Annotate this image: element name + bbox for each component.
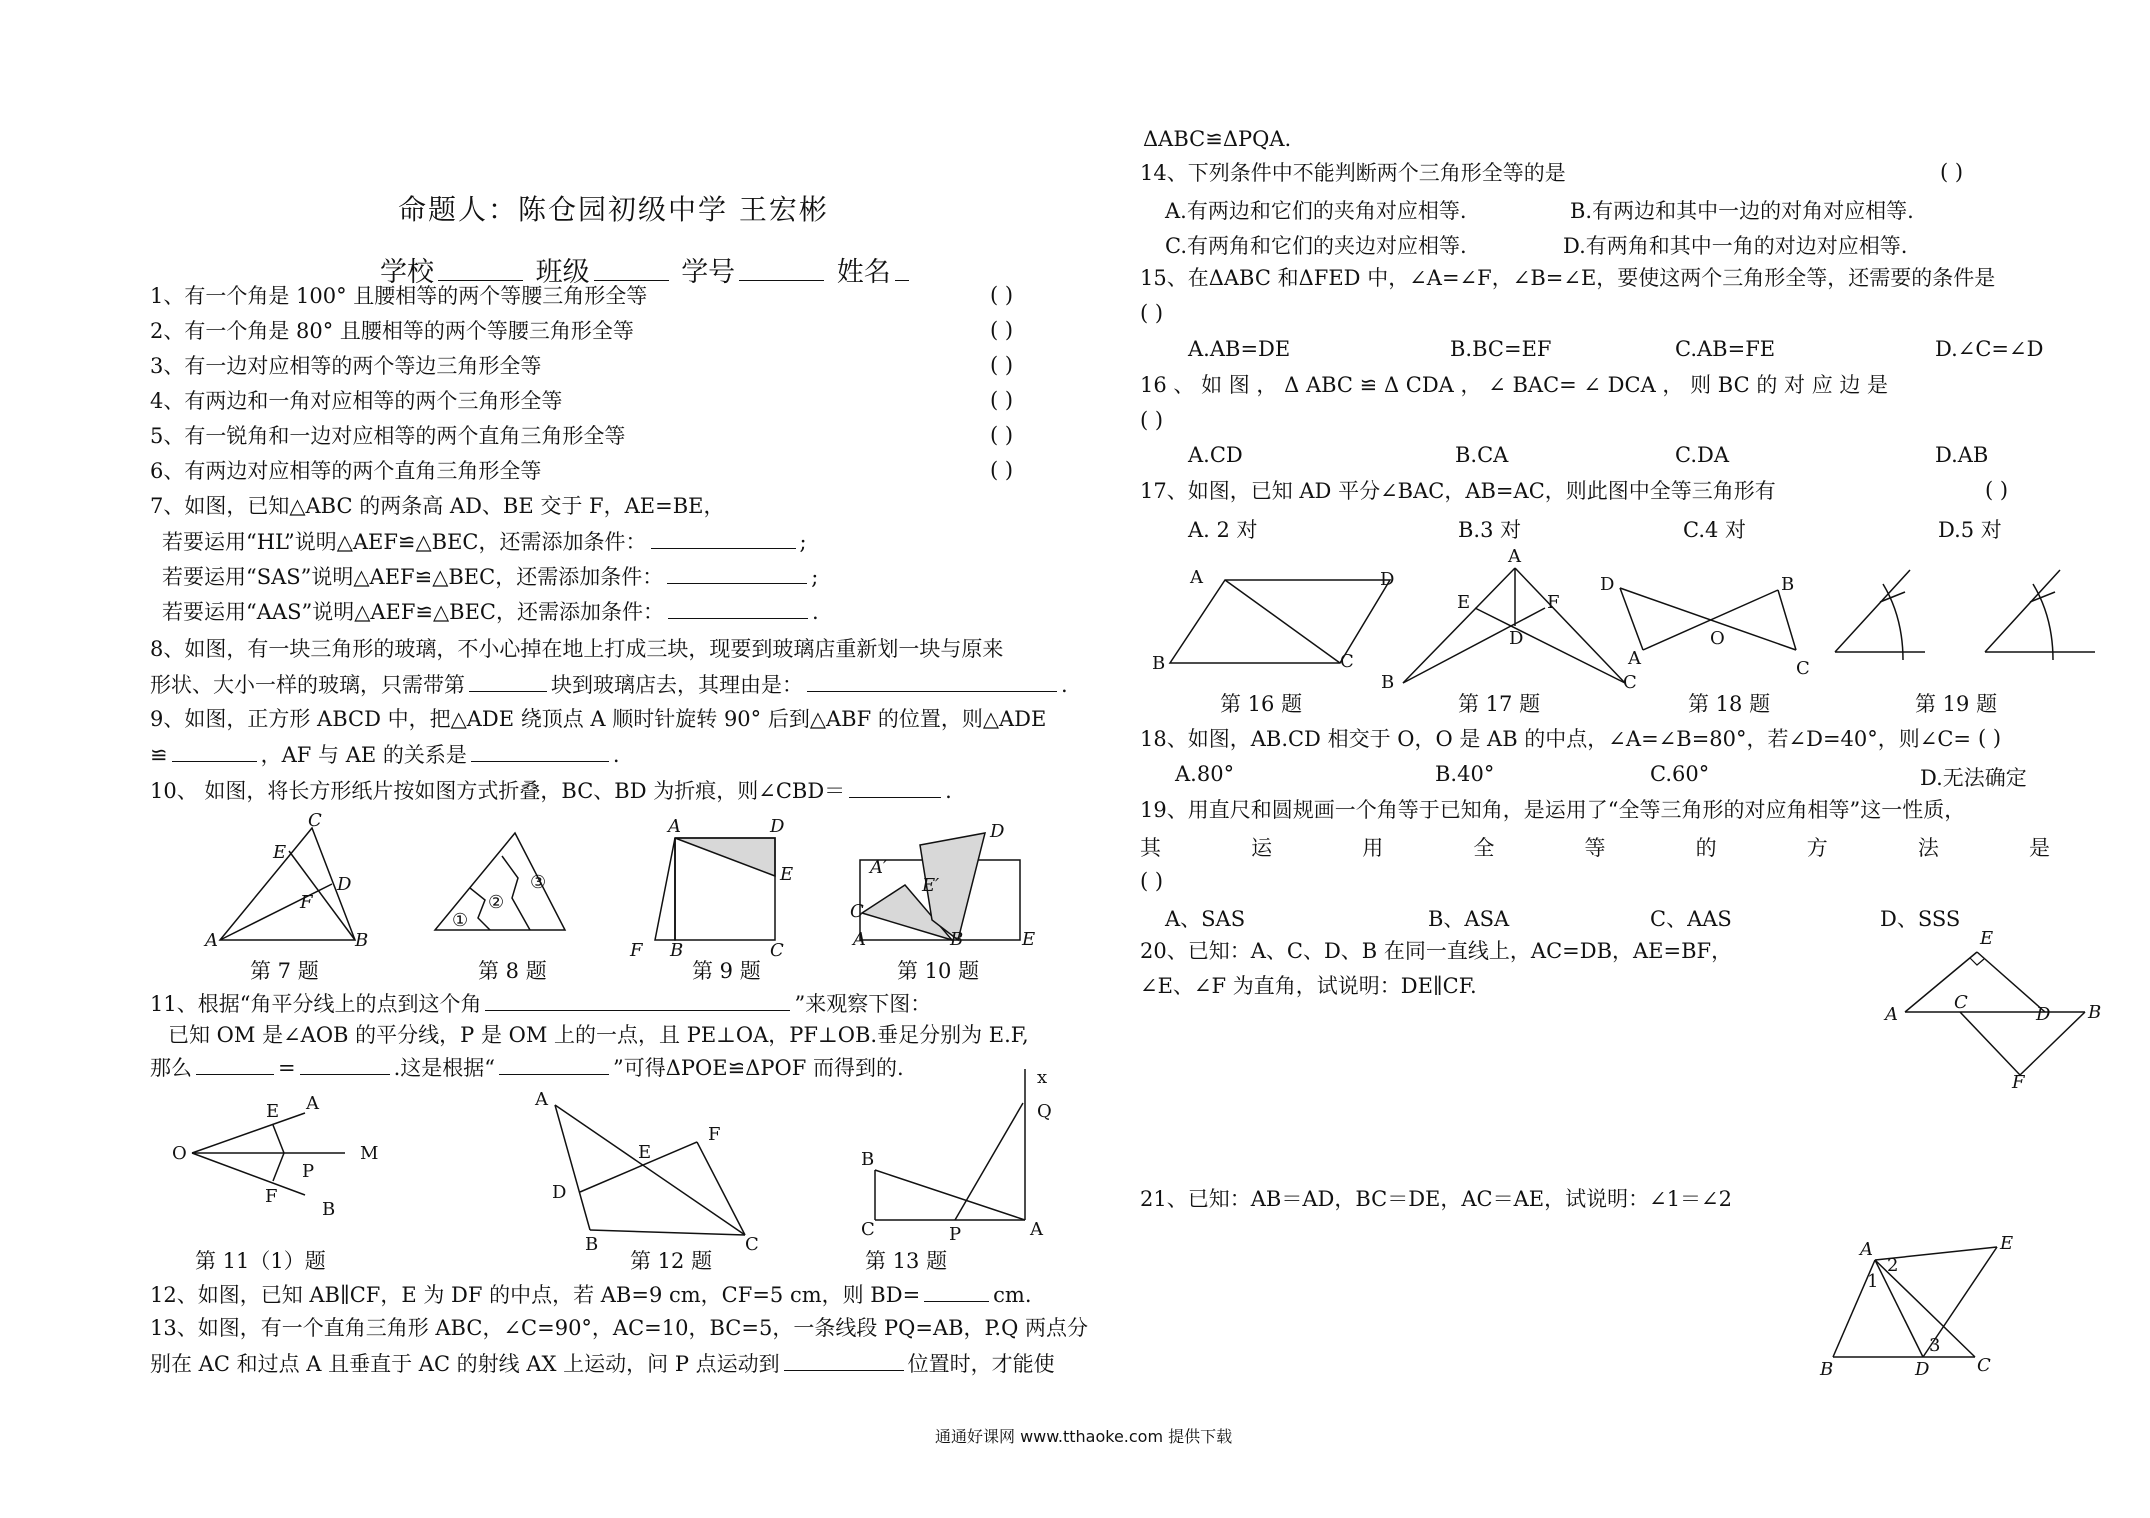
label-c: C [1623, 672, 1637, 693]
label-c: C [1977, 1355, 1991, 1376]
answer-paren[interactable]: ( ) [1978, 726, 2002, 750]
label-o: O [172, 1143, 187, 1164]
label-f: F [1547, 592, 1560, 613]
answer-paren[interactable]: ( ) [990, 353, 1014, 377]
label-c: C [745, 1234, 759, 1255]
figure-q7 [205, 810, 375, 953]
q14-stem: 14、下列条件中不能判断两个三角形全等的是 [1140, 161, 1566, 185]
label-a-prime: A′ [870, 857, 888, 878]
caption-q10: 第 10 题 [897, 959, 980, 983]
label-b: B [950, 929, 964, 950]
q18-option-a[interactable]: A.80° [1175, 762, 1235, 786]
label-d: D [1915, 1359, 1930, 1380]
label-b: B [322, 1199, 336, 1220]
q7-aas-blank[interactable] [668, 598, 808, 619]
q12-blank[interactable] [924, 1281, 989, 1302]
q10-blank[interactable] [849, 777, 941, 798]
label-e: E [273, 842, 287, 863]
q18-option-b[interactable]: B.40° [1435, 762, 1495, 786]
answer-paren[interactable]: ( ) [990, 423, 1014, 447]
q17-option-d[interactable]: D.5 对 [1938, 518, 2002, 542]
name-label: 姓名 [836, 257, 891, 288]
caption-q11: 第 11（1）题 [195, 1249, 326, 1273]
q19-option-b[interactable]: B、ASA [1428, 907, 1510, 931]
q9-relation-blank[interactable] [471, 741, 609, 762]
tf-item-4: 4、有两边和一角对应相等的两个三角形全等 [150, 389, 563, 413]
q13-line1: 13、如图，有一个直角三角形 ABC，∠C=90°，AC=10，BC=5，一条线段 PQ=AB，P.Q 两点分 [150, 1316, 1088, 1340]
label-b: B [670, 940, 684, 961]
label-a: A [1628, 648, 1641, 669]
q11-blank-1[interactable] [196, 1054, 274, 1075]
label-c: C [770, 940, 784, 961]
triangle-abc [220, 828, 355, 940]
label-e: E [780, 864, 794, 885]
answer-paren[interactable]: ( ) [1940, 160, 1964, 184]
figure-q8 [430, 828, 570, 938]
label-p: P [949, 1224, 962, 1245]
label-d: D [1380, 569, 1395, 590]
caption-q13: 第 13 题 [865, 1249, 948, 1273]
answer-paren[interactable]: ( ) [990, 318, 1014, 342]
label-f: F [708, 1124, 721, 1145]
label-d: D [990, 821, 1005, 842]
q9-triangle-blank[interactable] [172, 741, 257, 762]
q19-option-c[interactable]: C、AAS [1650, 907, 1732, 931]
label-m: M [360, 1143, 379, 1164]
q14-option-a[interactable]: A.有两边和它们的夹角对应相等. [1165, 199, 1467, 223]
label-d: D [552, 1182, 567, 1203]
label-a: A [205, 930, 218, 951]
q15-option-c[interactable]: C.AB=FE [1675, 337, 1776, 361]
label-f: F [265, 1186, 278, 1207]
q14-option-b[interactable]: B.有两边和其中一边的对角对应相等. [1570, 199, 1914, 223]
figure-q9 [630, 816, 800, 961]
q11-line3: 那么 = .这是根据“ ”可得ΔPOE≌ΔPOF 而得到的. [150, 1056, 904, 1080]
q11-line2: 已知 OM 是∠AOB 的平分线，P 是 OM 上的一点，且 PE⊥OA，PF⊥OB.垂足分别为 E.F, [168, 1023, 1029, 1047]
q13-blank[interactable] [784, 1350, 904, 1371]
caption-q9: 第 9 题 [692, 959, 761, 983]
q20-line1: 20、已知：A、C、D、B 在同一直线上，AC=DB，AE=BF， [1140, 939, 1733, 963]
label-a: A [668, 816, 681, 837]
label-x: x [1037, 1067, 1048, 1088]
q8-line2: 形状、大小一样的玻璃，只需带第 块到玻璃店去，其理由是： . [150, 673, 1068, 697]
q16-option-a[interactable]: A.CD [1188, 443, 1243, 467]
label-e: E [1457, 592, 1471, 613]
label-a: A [306, 1093, 319, 1114]
name-blank[interactable] [895, 260, 909, 281]
label-a: A [1860, 1239, 1873, 1260]
caption-q7: 第 7 题 [250, 959, 319, 983]
piece-3-label: ③ [530, 872, 547, 893]
q11-reason-blank[interactable] [499, 1054, 609, 1075]
angle-3-label: 3 [1929, 1335, 1941, 1356]
tf-item-1: 1、有一个角是 100° 且腰相等的两个等腰三角形全等 [150, 284, 648, 308]
tf-item-3: 3、有一边对应相等的两个等边三角形全等 [150, 354, 542, 378]
q19-line2: 其 运 用 全 等 的 方 法 是 [1140, 836, 2050, 860]
figure-q12 [530, 1089, 770, 1255]
q17-stem: 17、如图，已知 AD 平分∠BAC，AB=AC，则此图中全等三角形有 [1140, 479, 1776, 503]
label-b: B [585, 1234, 599, 1255]
page-title: 命题人：陈仓园初级中学 王宏彬 [398, 193, 829, 226]
q14-option-d[interactable]: D.有两角和其中一角的对边对应相等. [1563, 234, 1908, 258]
q11-theorem-blank[interactable] [485, 990, 790, 1011]
answer-paren[interactable]: ( ) [990, 458, 1014, 482]
figure-q10 [850, 821, 1040, 950]
q9-line2: ≌ ，AF 与 AE 的关系是 . [150, 743, 620, 767]
label-b: B [1381, 672, 1395, 693]
piece-2-label: ② [488, 892, 505, 913]
label-c: C [861, 1219, 875, 1240]
label-a: A [1508, 546, 1521, 567]
label-q: Q [1037, 1101, 1052, 1122]
q19-line1: 19、用直尺和圆规画一个角等于已知角，是运用了“全等三角形的对应角相等”这一性质， [1140, 798, 1966, 822]
number-label: 学号 [681, 257, 736, 288]
label-d: D [1600, 574, 1615, 595]
caption-q16: 第 16 题 [1220, 692, 1303, 716]
q17-option-a[interactable]: A. 2 对 [1188, 518, 1258, 542]
figure-q20 [1880, 928, 2110, 1093]
piece-1-label: ① [452, 910, 469, 931]
q16-option-b[interactable]: B.CA [1455, 443, 1509, 467]
label-f: F [630, 940, 643, 961]
label-c: C [308, 810, 322, 831]
figure-q16 [1150, 565, 1400, 675]
q21-line1: 21、已知：AB＝AD，BC＝DE，AC＝AE，试说明：∠1＝∠2 [1140, 1187, 1733, 1211]
figure-q17 [1375, 548, 1635, 698]
q8-line1: 8、如图，有一块三角形的玻璃，不小心掉在地上打成三块，现要到玻璃店重新划一块与原来 [150, 637, 1004, 661]
q16-option-c[interactable]: C.DA [1675, 443, 1729, 467]
label-c: C [850, 901, 864, 922]
q8-reason-blank[interactable] [807, 671, 1057, 692]
q17-option-c[interactable]: C.4 对 [1683, 518, 1747, 542]
answer-paren[interactable]: ( ) [1985, 478, 2009, 502]
label-a: A [535, 1089, 548, 1110]
label-d: D [2036, 1004, 2051, 1025]
q19-option-d[interactable]: D、SSS [1880, 907, 1961, 931]
q17-option-b[interactable]: B.3 对 [1458, 518, 1522, 542]
answer-paren[interactable]: ( ) [1140, 301, 1164, 325]
school-label: 学校 [380, 257, 434, 288]
q7-stem: 7、如图，已知△ABC 的两条高 AD、BE 交于 F，AE=BE， [150, 494, 725, 518]
label-p: P [302, 1161, 315, 1182]
label-b: B [861, 1149, 875, 1170]
caption-q17: 第 17 题 [1458, 692, 1541, 716]
q18-stem: 18、如图，AB.CD 相交于 O，O 是 AB 的中点，∠A=∠B=80°，若∠D=40°，则∠C= [1140, 727, 1972, 751]
label-a: A [1190, 567, 1203, 588]
q16-option-d[interactable]: D.AB [1935, 443, 1989, 467]
q19-option-a[interactable]: A、SAS [1165, 907, 1246, 931]
angle-1-label: 1 [1867, 1271, 1879, 1292]
class-label: 班级 [535, 257, 590, 288]
label-e: E [1980, 928, 1994, 949]
label-b: B [2088, 1002, 2102, 1023]
q15-stem: 15、在ΔABC 和ΔFED 中，∠A=∠F，∠B=∠E，要使这两个三角形全等，还需要的条件是 [1140, 266, 1996, 290]
q7-hl-blank[interactable] [651, 528, 796, 549]
answer-paren[interactable]: ( ) [1140, 869, 1164, 893]
label-e: E [638, 1142, 652, 1163]
label-a: A [1030, 1219, 1043, 1240]
label-d: D [770, 816, 785, 837]
caption-q8: 第 8 题 [478, 959, 547, 983]
label-f: F [300, 892, 313, 913]
q15-option-d[interactable]: D.∠C=∠D [1935, 337, 2044, 361]
caption-q18: 第 18 题 [1688, 692, 1771, 716]
figure-q19 [1825, 562, 2095, 672]
footer-credit: 通通好课网 www.tthaoke.com 提供下载 [935, 1427, 1233, 1446]
q20-line2: ∠E、∠F 为直角，试说明：DE∥CF. [1140, 974, 1477, 998]
label-b: B [355, 930, 369, 951]
figure-q11 [170, 1085, 390, 1235]
label-a: A [1885, 1004, 1898, 1025]
q7-hl: 若要运用“HL”说明△AEF≌△BEC，还需添加条件： ; [162, 530, 807, 554]
q13-line2: 别在 AC 和过点 A 且垂直于 AC 的射线 AX 上运动，问 P 点运动到 位置时，才能使 [150, 1352, 1055, 1376]
figure-q21 [1815, 1235, 2045, 1380]
label-f: F [2012, 1072, 2025, 1093]
figure-q13 [855, 1065, 1055, 1245]
label-b: B [1781, 574, 1795, 595]
q16-stem: 16 、 如 图 ， Δ ABC ≌ Δ CDA ， ∠ BAC= ∠ DCA ， 则 BC 的 对 应 边 是 [1140, 373, 1889, 397]
q11-line1: 11、根据“角平分线上的点到这个角 ”来观察下图： [150, 992, 932, 1016]
label-a: A [853, 929, 866, 950]
answer-paren[interactable]: ( ) [1140, 408, 1164, 432]
label-b: B [1152, 653, 1166, 674]
q15-option-a[interactable]: A.AB=DE [1188, 337, 1291, 361]
tf-item-6: 6、有两边对应相等的两个直角三角形全等 [150, 459, 542, 483]
class-blank[interactable] [594, 260, 669, 281]
q7-sas-blank[interactable] [667, 563, 807, 584]
label-o: O [1710, 628, 1725, 649]
q13-continuation: ΔABC≌ΔPQA. [1143, 127, 1292, 151]
q15-option-b[interactable]: B.BC=EF [1450, 337, 1552, 361]
q18-option-c[interactable]: C.60° [1650, 762, 1710, 786]
label-b: B [1820, 1359, 1834, 1380]
label-d: D [337, 874, 352, 895]
school-blank[interactable] [438, 260, 523, 281]
label-c: C [1340, 651, 1354, 672]
label-e-prime: E′ [922, 875, 940, 896]
tf-item-2: 2、有一个角是 80° 且腰相等的两个等腰三角形全等 [150, 319, 634, 343]
caption-q19: 第 19 题 [1915, 692, 1998, 716]
q10-stem: 10、 如图，将长方形纸片按如图方式折叠，BC、BD 为折痕，则∠CBD＝ . [150, 779, 952, 803]
number-blank[interactable] [739, 260, 824, 281]
label-e: E [266, 1101, 280, 1122]
q12-stem: 12、如图，已知 AB∥CF，E 为 DF 的中点，若 AB=9 cm，CF=5 cm，则 BD= cm. [150, 1283, 1032, 1307]
q11-blank-2[interactable] [300, 1054, 390, 1075]
answer-paren[interactable]: ( ) [990, 388, 1014, 412]
label-c: C [1954, 992, 1968, 1013]
q7-sas: 若要运用“SAS”说明△AEF≌△BEC，还需添加条件： ; [162, 565, 819, 589]
tf-item-5: 5、有一锐角和一边对应相等的两个直角三角形全等 [150, 424, 626, 448]
figure-q18 [1598, 568, 1813, 683]
label-d: D [1509, 628, 1524, 649]
q8-piece-blank[interactable] [469, 671, 547, 692]
q7-aas: 若要运用“AAS”说明△AEF≌△BEC，还需添加条件： . [162, 600, 819, 624]
label-c: C [1796, 658, 1810, 679]
q14-option-c[interactable]: C.有两角和它们的夹边对应相等. [1165, 234, 1467, 258]
caption-q12: 第 12 题 [630, 1249, 713, 1273]
q18-option-d[interactable]: D.无法确定 [1920, 766, 2027, 790]
q9-line1: 9、如图，正方形 ABCD 中，把△ADE 绕顶点 A 顺时针旋转 90° 后到△ABF 的位置，则△ADE [150, 707, 1047, 731]
angle-2-label: 2 [1887, 1255, 1899, 1276]
label-e: E [2000, 1233, 2014, 1254]
answer-paren[interactable]: ( ) [990, 283, 1014, 307]
label-e: E [1022, 929, 1036, 950]
